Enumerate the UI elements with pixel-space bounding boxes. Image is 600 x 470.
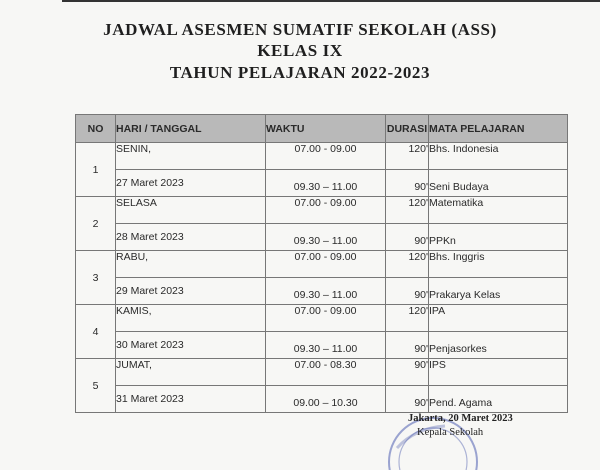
cell-durasi: 90' [386,386,429,413]
document-year: TAHUN PELAJARAN 2022-2023 [169,63,431,82]
schedule-table [75,114,568,413]
cell-tanggal: 30 Maret 2023 [116,332,266,359]
table-row [76,143,568,170]
cell-waktu: 07.00 - 09.00 [266,143,386,170]
cell-waktu: 07.00 - 09.00 [266,251,386,278]
cell-hari: RABU, [116,251,266,278]
cell-waktu: 09.30 – 11.00 [266,332,386,359]
cell-hari: JUMAT, [116,359,266,386]
cell-mapel: Bhs. Inggris [429,251,568,278]
table-row [76,332,568,359]
cell-waktu: 09.30 – 11.00 [266,278,386,305]
table-header-row [76,115,568,143]
table-row [76,386,568,413]
header-hari-tanggal: HARI / TANGGAL [116,115,266,143]
signature-role: Kepala Sekolah [417,427,484,438]
cell-durasi: 90' [386,278,429,305]
cell-waktu: 07.00 - 08.30 [266,359,386,386]
header-mata-pelajaran: MATA PELAJARAN [429,115,568,143]
cell-durasi: 90' [386,359,429,386]
document-class: KELAS IX [257,41,343,60]
cell-waktu: 09.30 – 11.00 [266,224,386,251]
signature-place-date: Jakarta, 20 Maret 2023 [408,413,513,424]
top-border-line [62,0,600,2]
table-row [76,251,568,278]
cell-tanggal: 29 Maret 2023 [116,278,266,305]
cell-hari: SENIN, [116,143,266,170]
cell-durasi: 90' [386,332,429,359]
cell-mapel: Seni Budaya [429,170,568,197]
table-row [76,305,568,332]
cell-mapel: Matematika [429,197,568,224]
cell-no: 2 [76,197,116,251]
table-row [76,278,568,305]
cell-durasi: 120' [386,251,429,278]
cell-durasi: 120' [386,305,429,332]
cell-durasi: 90' [386,224,429,251]
cell-mapel: Prakarya Kelas [429,278,568,305]
cell-waktu: 07.00 - 09.00 [266,197,386,224]
cell-mapel: Penjasorkes [429,332,568,359]
header-durasi: DURASI [386,115,429,143]
cell-tanggal: 27 Maret 2023 [116,170,266,197]
cell-mapel: IPA [429,305,568,332]
cell-mapel: Pend. Agama [429,386,568,413]
cell-durasi: 90' [386,170,429,197]
cell-durasi: 120' [386,197,429,224]
cell-no: 5 [76,359,116,413]
table-row [76,359,568,386]
table-row [76,197,568,224]
header-waktu: WAKTU [266,115,386,143]
cell-mapel: IPS [429,359,568,386]
cell-mapel: Bhs. Indonesia [429,143,568,170]
table-row [76,224,568,251]
cell-no: 1 [76,143,116,197]
table-row [76,170,568,197]
cell-durasi: 120' [386,143,429,170]
cell-no: 4 [76,305,116,359]
cell-hari: KAMIS, [116,305,266,332]
header-no: NO [76,115,116,143]
cell-tanggal: 31 Maret 2023 [116,386,266,413]
cell-waktu: 09.30 – 11.00 [266,170,386,197]
cell-waktu: 09.00 – 10.30 [266,386,386,413]
cell-waktu: 07.00 - 09.00 [266,305,386,332]
cell-mapel: PPKn [429,224,568,251]
cell-no: 3 [76,251,116,305]
cell-hari: SELASA [116,197,266,224]
cell-tanggal: 28 Maret 2023 [116,224,266,251]
document-title: JADWAL ASESMEN SUMATIF SEKOLAH (ASS) [103,20,497,39]
